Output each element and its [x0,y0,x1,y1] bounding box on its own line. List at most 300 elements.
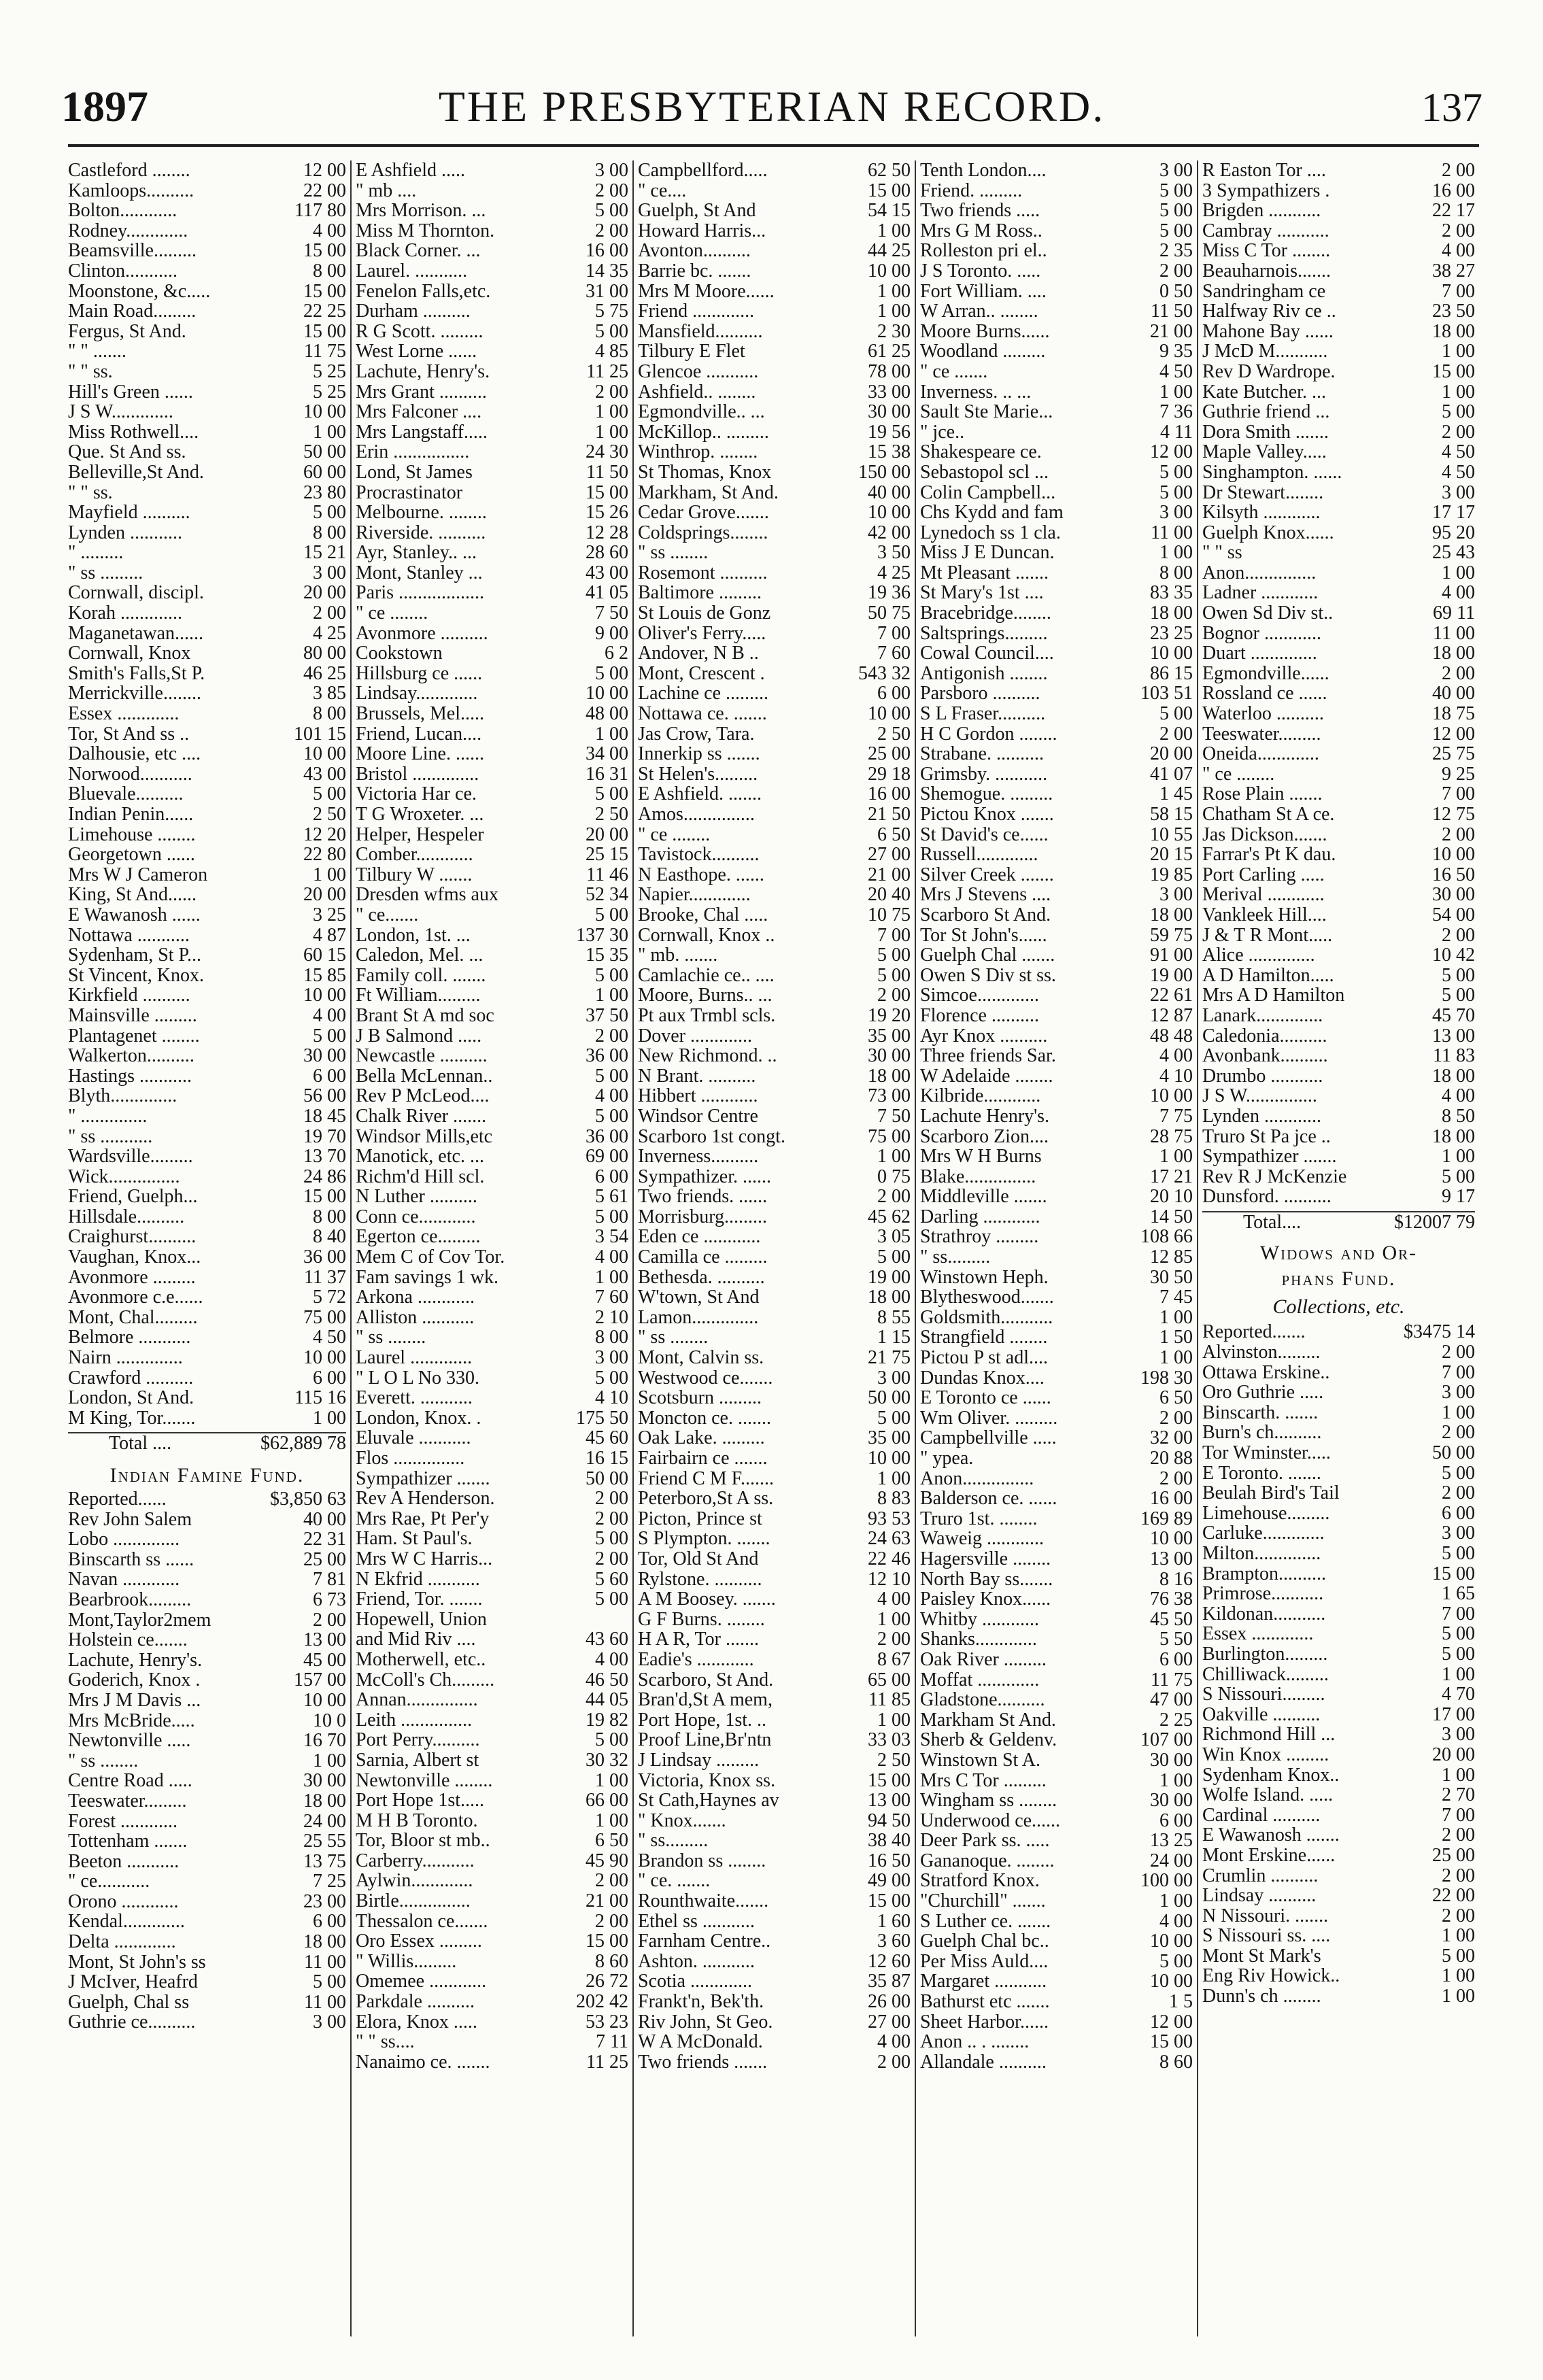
contributor-name: Stratford Knox. [920,1871,1040,1892]
list-item [68,181,346,201]
contribution-amount: 7 45 [1159,1287,1193,1308]
contributor-name: Kendal............. [68,1911,185,1933]
list-item [68,1650,346,1671]
contribution-amount: 2 50 [877,723,911,745]
list-item [920,1690,1193,1710]
contributor-name: Lanark.............. [1202,1005,1323,1026]
contribution-amount: 2 00 [1159,1467,1193,1489]
contribution-amount: 5 00 [1159,1950,1193,1972]
contributor-name: Truro 1st. ........ [920,1508,1038,1529]
contributor-name: Friend C M F....... [638,1468,775,1489]
contribution-amount: 13 25 [1150,1830,1193,1852]
list-item [920,925,1193,946]
list-item [1202,1006,1475,1026]
contribution-amount: 30 00 [1432,884,1475,906]
contributor-name: E Wawanosh ....... [1202,1825,1340,1846]
contributor-name: Melbourne. ........ [356,503,487,523]
contribution-amount: 1 00 [595,421,628,443]
contributor-name: Kilbride............ [920,1086,1041,1106]
contribution-amount: 54 15 [868,200,911,222]
contribution-amount: 169 89 [1140,1508,1193,1529]
list-item [1202,1423,1475,1443]
contribution-amount: 12 20 [303,823,346,845]
contribution-amount: 3 85 [313,683,346,704]
list-item [356,744,628,764]
contributor-name: Thessalon ce....... [356,1911,488,1932]
contribution-amount: 19 00 [1150,964,1193,986]
contribution-amount: 44 25 [868,240,911,262]
list-item [68,1510,346,1530]
contribution-amount: 5 00 [595,1206,628,1227]
contributor-name: London, St And. [68,1388,194,1408]
contribution-amount: 5 60 [595,1568,628,1590]
contributor-name: Tavistock.......... [638,845,760,865]
contributor-name: Alice .............. [1202,945,1315,966]
contributor-name: Egmondville.. ... [638,402,765,422]
contributor-name: " mb. ....... [638,945,718,966]
contribution-amount: 24 00 [303,1810,346,1832]
list-item [356,341,628,362]
contributor-name: Avonmore ......... [68,1267,196,1288]
list-item [68,362,346,382]
contribution-amount: 8 40 [313,1226,346,1248]
list-item [356,1287,628,1308]
list-item [68,583,346,603]
list-item [920,1549,1193,1569]
contribution-amount: 13 00 [303,1629,346,1651]
contribution-amount: 46 25 [303,662,346,684]
contributor-name: Friend, Tor. ....... [356,1589,483,1610]
contribution-amount: 80 00 [303,643,346,664]
contributor-name: Ashton. ........... [638,1951,755,1972]
list-item [1202,1483,1475,1503]
contributor-name: Port Perry.......... [356,1730,480,1750]
list-item [920,865,1193,885]
list-item [356,282,628,302]
contribution-amount: 4 85 [595,341,628,362]
contributor-name: J S W............... [1202,1086,1317,1106]
contribution-amount: 4 25 [313,622,346,644]
contributor-name: Lachute, Henry's. [356,361,490,382]
contributor-name: Brant St A md soc [356,1005,494,1026]
contributor-name: Moore, Burns.. ... [638,985,773,1006]
list-item [68,1911,346,1932]
contributor-name: Avonmore c.e...... [68,1287,203,1308]
contribution-amount: 4 25 [877,562,911,583]
contribution-amount: 1 00 [595,1809,628,1831]
contributor-name: Tor, Bloor st mb.. [356,1831,490,1851]
list-item [638,181,911,201]
contributor-name: Birtle............... [356,1891,471,1911]
contribution-amount: 45 60 [586,1427,628,1449]
contribution-amount: 2 50 [313,804,346,825]
contribution-amount: 157 00 [294,1669,346,1691]
contribution-amount: 16 00 [1432,180,1475,201]
contributor-name: Tor Wminster..... [1202,1443,1331,1463]
contribution-amount: 40 00 [868,481,911,503]
list-item [356,643,628,664]
list-item [638,160,911,181]
contributor-name: J B Salmond ..... [356,1025,482,1047]
contributor-name: Miss Rothwell.... [68,422,199,443]
list-item [638,1690,911,1710]
contribution-amount: 6 50 [1159,1387,1193,1409]
contribution-amount: 117 80 [294,200,346,222]
contributor-name: Wolfe Island. ..... [1202,1785,1334,1805]
contribution-amount: 5 00 [1442,1945,1475,1967]
contributor-name: Cowal Council.... [920,643,1054,664]
list-item [920,1167,1193,1187]
contribution-amount: 25 15 [586,844,628,866]
contribution-amount: 8 83 [877,1488,911,1510]
contributor-name: Oro Essex ......... [356,1931,482,1952]
contribution-amount: 38 40 [868,1830,911,1852]
contributor-name: Truro St Pa jce .. [1202,1126,1331,1147]
list-item [1202,1187,1475,1207]
contribution-amount: 7 36 [1159,401,1193,423]
contribution-amount: 12 10 [868,1568,911,1590]
contributor-name: Farnham Centre.. [638,1931,771,1952]
contributor-name: North Bay ss....... [920,1569,1053,1590]
contributor-name: " ss ........ [638,543,709,563]
list-item [638,1811,911,1831]
contribution-amount: 0 75 [877,1166,911,1187]
list-item [356,704,628,724]
list-item [638,885,911,905]
contributor-name: Hibbert ............ [638,1086,758,1106]
contribution-amount: 30 50 [1150,1266,1193,1288]
list-item [920,1066,1193,1087]
contribution-amount: 6 73 [313,1588,346,1610]
list-item [68,885,346,905]
list-item [920,845,1193,865]
contribution-amount: 15 85 [303,964,346,986]
contributor-name: Eluvale ........... [356,1428,471,1448]
contributor-name: Hillsburg ce ...... [356,663,483,684]
list-item [356,1871,628,1891]
contribution-amount: 10 42 [1432,945,1475,966]
list-item [1202,804,1475,825]
contributor-name: Mrs Langstaff..... [356,422,488,443]
contributor-name: Dresden wfms aux [356,885,498,905]
contributor-name: Camlachie ce.. .... [638,965,775,986]
list-item [638,1710,911,1731]
contributor-name: Black Corner. ... [356,241,481,261]
contribution-amount: 5 00 [595,1588,628,1610]
contributor-name: J McIver, Heafrd [68,1972,198,1992]
contributor-name: Flos ............... [356,1448,465,1469]
contributor-name: Gananoque. ........ [920,1850,1055,1871]
contribution-columns [68,160,1479,2336]
contributor-name: N Easthope. ...... [638,864,764,885]
list-item [638,1730,911,1750]
contributor-name: Mem C of Cov Tor. [356,1247,505,1268]
contribution-amount: 26 72 [586,1971,628,1992]
list-item [68,1711,346,1731]
list-item [68,1751,346,1771]
list-item [1202,966,1475,986]
list-item [638,683,911,704]
contribution-amount: 11 50 [1151,301,1193,322]
contribution-amount: 7 11 [596,2031,628,2053]
contribution-amount: 1 00 [1442,1146,1475,1168]
list-item [920,2012,1193,2033]
list-item [638,1167,911,1187]
contributor-name: " " ss. [68,361,113,382]
list-item [920,764,1193,785]
list-item [920,1891,1193,1911]
contributor-name: Whitby ............ [920,1609,1039,1630]
list-item [1202,1463,1475,1484]
contributor-name: " ......... [68,543,124,563]
contribution-amount: 5 00 [877,1246,911,1268]
contribution-amount: 5 75 [595,301,628,322]
contribution-amount: 2 00 [595,1508,628,1529]
list-item [68,804,346,825]
contribution-amount: 45 50 [1150,1608,1193,1630]
contributor-name: Beeton ........... [68,1851,180,1872]
contribution-amount: 10 00 [303,743,346,765]
contribution-amount: 5 00 [1442,1462,1475,1484]
list-item [356,1046,628,1066]
contribution-amount: 4 50 [1442,441,1475,463]
contributor-name: Two friends ....... [638,2052,768,2073]
contribution-amount: 7 00 [1442,1603,1475,1625]
list-item [68,1852,346,1872]
list-item [638,1610,911,1630]
contribution-amount: 20 00 [586,823,628,845]
list-item [920,825,1193,845]
list-item [1202,1503,1475,1524]
contribution-amount: 17 17 [1432,502,1475,524]
list-item [638,2052,911,2073]
contribution-amount: 38 27 [1432,260,1475,282]
contributor-name: St Thomas, Knox [638,462,772,483]
total-row [1202,1211,1475,1233]
list-item [638,301,911,322]
contribution-amount: 69 00 [586,1146,628,1168]
contribution-amount: 2 25 [1159,1709,1193,1731]
contributor-name: Middleville ....... [920,1187,1047,1207]
contributor-name: "Churchill" ....... [920,1891,1046,1911]
contributor-name: Mrs C Tor ......... [920,1770,1047,1791]
list-item [920,1971,1193,1992]
contribution-amount: 43 00 [586,562,628,583]
list-item [356,483,628,503]
contribution-amount: 12 75 [1432,804,1475,825]
list-item [638,221,911,241]
contribution-amount: 30 00 [868,1045,911,1067]
contribution-amount: 2 00 [1442,924,1475,946]
contributor-name: Kate Butcher. ... [1202,381,1326,403]
contributor-name: 3 Sympathizers . [1202,180,1330,201]
page-number: 137 [1421,85,1482,130]
contribution-amount: 58 15 [1150,804,1193,825]
fund-heading: Widows and Or- [1259,1242,1418,1265]
list-item [1202,301,1475,322]
contribution-amount: 40 00 [303,1508,346,1530]
list-item [356,422,628,443]
list-item [68,1247,346,1268]
contributor-name: Belleville,St And. [68,462,204,483]
contributor-name: Mrs Rae, Pt Per'y [356,1508,490,1529]
contributor-name: Port Hope 1st..... [356,1790,484,1811]
list-item [356,885,628,905]
list-item [68,664,346,684]
contribution-amount: 11 00 [304,1991,346,2013]
list-item [356,160,628,181]
contributor-name: Guelph, Chal ss [68,1992,190,2013]
contributor-name: Egmondville...... [1202,663,1329,684]
contribution-amount: 18 00 [868,1065,911,1087]
contributor-name: Dunn's ch ........ [1202,1986,1321,2007]
contribution-amount: 15 00 [868,180,911,201]
contribution-amount: 1 00 [877,220,911,241]
list-item [920,744,1193,764]
contribution-amount: 4 00 [313,220,346,241]
list-item [356,1368,628,1389]
list-item [638,1931,911,1952]
contributor-name: Rodney............. [68,220,188,241]
contributor-name: Nottawa ce. ....... [638,704,767,724]
contribution-amount: 10 00 [1150,1931,1193,1952]
contributor-name: Lynden ............ [1202,1106,1321,1127]
contributor-name: Kildonan........... [1202,1603,1326,1625]
contribution-amount: 8 16 [1159,1568,1193,1590]
contribution-amount: 30 00 [1150,1749,1193,1771]
contribution-amount: 56 00 [303,1085,346,1107]
list-item [68,322,346,342]
list-item [68,925,346,946]
list-item [638,1589,911,1610]
list-item [920,1146,1193,1167]
contribution-amount: 5 00 [1442,985,1475,1006]
contributor-name: Mayfield .......... [68,503,190,523]
list-item [356,503,628,523]
contributor-name: Winstown St A. [920,1750,1041,1771]
contribution-amount: 15 00 [303,240,346,262]
list-item [920,624,1193,644]
contribution-amount: 1 00 [877,301,911,322]
contribution-amount: 2 00 [877,1629,911,1650]
contributor-name: " ss ........... [68,1126,153,1147]
contributor-name: Sarnia, Albert st [356,1750,479,1771]
contributor-name: Mrs J M Davis ... [68,1690,201,1711]
list-item [356,845,628,865]
contribution-amount: 11 25 [586,360,628,382]
list-item [68,1610,346,1631]
contribution-amount: 18 00 [1432,320,1475,342]
contribution-amount: 12 28 [586,522,628,543]
contributor-name: Moncton ce. ....... [638,1408,771,1429]
list-item [1202,1886,1475,1906]
contributor-name: Cardinal .......... [1202,1805,1321,1826]
contributor-name: T G Wroxeter. ... [356,804,484,825]
list-item [638,523,911,543]
contribution-amount: 11 00 [1433,622,1475,644]
contribution-amount: 15 00 [586,1931,628,1952]
list-item [356,1629,628,1650]
contributor-name: Sandringham ce [1202,281,1326,302]
contribution-amount: 15 26 [586,502,628,524]
contribution-amount: 5 00 [877,945,911,966]
contribution-amount: 25 75 [1432,743,1475,765]
list-item [920,985,1193,1006]
contribution-amount: 1 00 [1442,1925,1475,1947]
contribution-amount: 26 00 [868,1991,911,2013]
list-item [1202,1825,1475,1846]
contribution-amount: 20 00 [1432,1744,1475,1765]
list-item [638,1006,911,1026]
contributor-name: Scarboro, St And. [638,1669,774,1690]
contributor-name: Colin Campbell... [920,482,1056,503]
contributor-name: R Easton Tor .... [1202,160,1326,181]
list-item [1202,1363,1475,1383]
list-item [356,1187,628,1207]
list-item [1202,1146,1475,1167]
list-item [356,1891,628,1911]
list-item [1202,624,1475,644]
list-item [1202,905,1475,925]
list-item [356,624,628,644]
list-item [356,1750,628,1771]
contributor-name: Chatham St A ce. [1202,804,1335,825]
list-item [1202,160,1475,181]
list-item [1202,422,1475,443]
contribution-amount: 5 00 [595,662,628,684]
list-item [356,1127,628,1147]
contributor-name: Rounthwaite....... [638,1891,769,1911]
contributor-name: " ypea. [920,1448,974,1469]
contribution-amount: 11 75 [304,341,346,362]
list-item [68,442,346,462]
contribution-amount: 1 00 [877,1467,911,1489]
contributor-name: M H B Toronto. [356,1810,478,1831]
contribution-amount: 5 00 [313,783,346,805]
contribution-amount: 21 50 [868,804,911,825]
header-rule [68,144,1479,147]
contribution-amount: 40 00 [1432,683,1475,704]
list-item [356,322,628,342]
contributor-name: Scarboro 1st congt. [638,1126,785,1147]
list-item [1202,1523,1475,1544]
contributor-name: Guelph Knox...... [1202,522,1334,543]
contribution-amount: 59 75 [1150,924,1193,946]
list-item [920,382,1193,403]
contribution-amount: 4 10 [595,1387,628,1409]
contributor-name: Sydenham Knox.. [1202,1765,1340,1786]
list-item [68,341,346,362]
contributor-name: Mont St Mark's [1202,1945,1321,1967]
contribution-amount: 6 00 [313,1911,346,1933]
total-amount: $12007 79 [1394,1211,1475,1233]
list-item [920,1650,1193,1670]
contributor-name: Miss J E Duncan. [920,543,1055,563]
contributor-name: Woodland ......... [920,341,1046,362]
contribution-amount: 10 00 [586,683,628,704]
contribution-amount: 24 00 [1150,1850,1193,1871]
contributor-name: Newtonville ........ [356,1770,493,1791]
list-item [920,583,1193,603]
contributor-name: Blyth.............. [68,1086,177,1106]
list-item [68,160,346,181]
contribution-amount: 15 21 [303,542,346,564]
list-item [1202,322,1475,342]
contribution-amount: 15 00 [586,481,628,503]
list-item [68,1992,346,2013]
contribution-amount: 18 00 [868,1287,911,1308]
contribution-amount: 2 00 [1442,1422,1475,1444]
